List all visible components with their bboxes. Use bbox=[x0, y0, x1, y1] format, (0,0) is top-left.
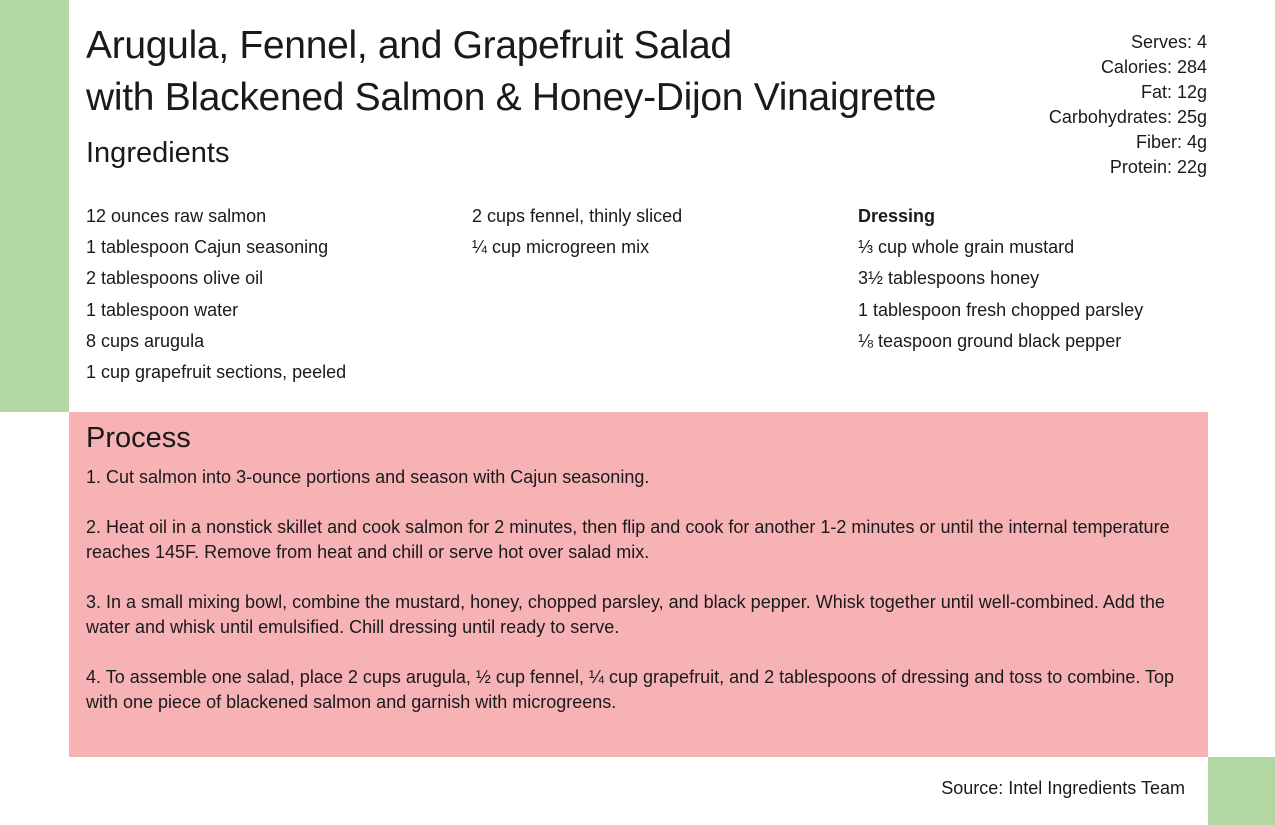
ingredient-item: 12 ounces raw salmon bbox=[86, 206, 267, 226]
ingredients-heading: Ingredients bbox=[86, 137, 230, 169]
nutrition-serves: Serves: 4 bbox=[1130, 32, 1207, 52]
dressing-heading: Dressing bbox=[858, 206, 936, 226]
source-credit: Source: Intel Ingredients Team bbox=[941, 778, 1185, 798]
ingredient-item: 1 cup grapefruit sections, peeled bbox=[86, 362, 347, 383]
ingredient-item: 8 cups arugula bbox=[86, 330, 205, 351]
dressing-item: ⅛ teaspoon ground black pepper bbox=[858, 330, 1122, 351]
process-step: 1. Cut salmon into 3-ounce portions and season with Cajun seasoning. bbox=[86, 467, 650, 487]
dressing-column bbox=[858, 201, 1143, 357]
process-heading: Process bbox=[86, 422, 191, 454]
ingredient-item: 1 tablespoon Cajun seasoning bbox=[86, 237, 329, 258]
nutrition-fat: Fat: 12g bbox=[1140, 82, 1207, 102]
process-step: 2. Heat oil in a nonstick skillet and cook salmon for 2 minutes, then flip and cook for another 1-2 minutes or until the internal temperature reaches 145F. Remove from heat and chill or serve hot over salad mix. bbox=[86, 517, 1170, 562]
nutrition-carbohydrates: Carbohydrates: 25g bbox=[1048, 107, 1207, 127]
nutrition-facts bbox=[1049, 30, 1207, 180]
decorative-green-square bbox=[1208, 757, 1275, 825]
nutrition-calories: Calories: 284 bbox=[1100, 57, 1207, 77]
recipe-title-line-2: with Blackened Salmon & Honey-Dijon Vinaigrette bbox=[86, 76, 937, 119]
ingredient-item: 2 tablespoons olive oil bbox=[86, 268, 264, 289]
process-step: 4. To assemble one salad, place 2 cups arugula, ½ cup fennel, ¼ cup grapefruit, and 2 tablespoons of dressing and toss to combine. Top with one piece of blackened salmon and garnish with microgreens. bbox=[86, 667, 1175, 712]
dressing-item: ⅓ cup whole grain mustard bbox=[858, 237, 1075, 258]
nutrition-fiber: Fiber: 4g bbox=[1135, 132, 1207, 152]
dressing-item: 3½ tablespoons honey bbox=[858, 268, 1040, 289]
process-step: 3. In a small mixing bowl, combine the mustard, honey, chopped parsley, and black pepper. Whisk together until well-combined. Add the water and whisk until emulsified. Chill dressing until ready to serve. bbox=[86, 592, 1165, 637]
ingredient-item: 2 cups fennel, thinly sliced bbox=[472, 206, 683, 226]
ingredient-item: 1 tablespoon water bbox=[86, 299, 239, 320]
nutrition-protein: Protein: 22g bbox=[1109, 157, 1207, 177]
ingredients-column-1 bbox=[86, 201, 346, 388]
process-section bbox=[69, 412, 1208, 757]
decorative-green-bar bbox=[0, 0, 69, 412]
recipe-title-line-1: Arugula, Fennel, and Grapefruit Salad bbox=[86, 24, 732, 67]
recipe-title bbox=[86, 20, 1016, 124]
dressing-item: 1 tablespoon fresh chopped parsley bbox=[858, 299, 1144, 320]
process-steps bbox=[86, 465, 1196, 740]
ingredients-column-2 bbox=[472, 201, 682, 263]
ingredient-item: ¼ cup microgreen mix bbox=[472, 237, 650, 258]
